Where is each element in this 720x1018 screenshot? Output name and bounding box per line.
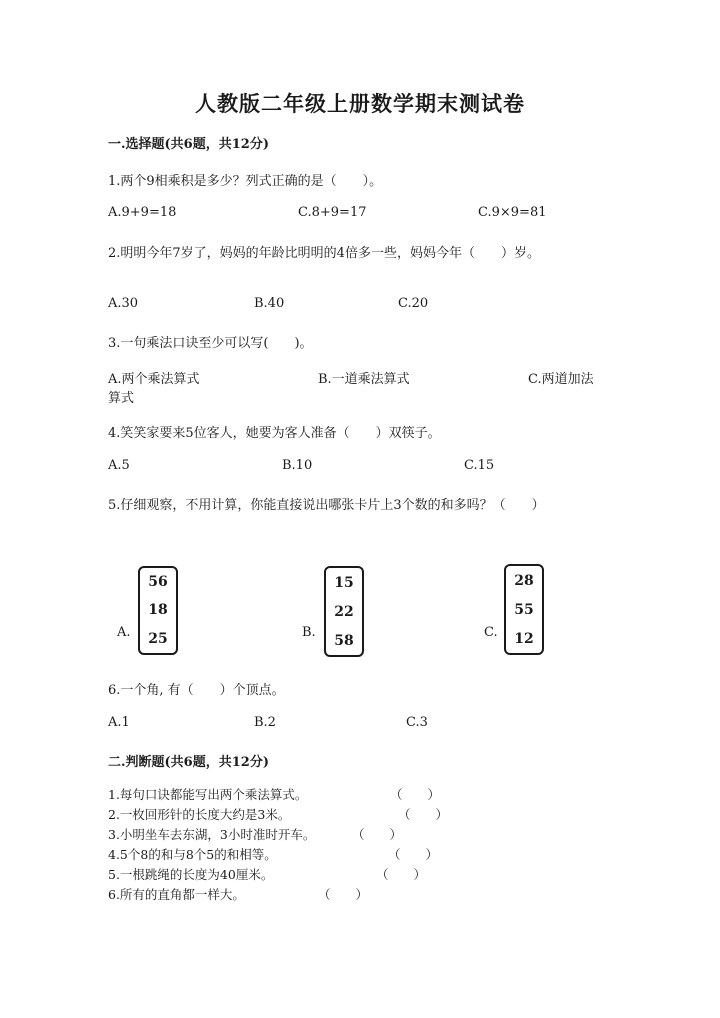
q2-option-a: A.30 [108, 296, 139, 311]
q3-option-c-line1: C.两道加法 [528, 372, 594, 387]
q4-option-b: B.10 [282, 458, 313, 473]
card-b-number-3: 58 [334, 632, 354, 649]
q3-option-b: B.一道乘法算式 [318, 372, 410, 387]
q1-option-a: A.9+9=18 [108, 205, 177, 220]
q2-option-c: C.20 [398, 296, 429, 311]
q4-option-a: A.5 [108, 458, 130, 473]
judge-item-2: 2.一枚回形针的长度大约是3米。 [108, 807, 291, 822]
question-1: 1.两个9相乘积是多少？列式正确的是（ ）。 [108, 174, 383, 189]
q2-option-b: B.40 [254, 296, 285, 311]
number-card-c [504, 564, 544, 655]
number-card-b [324, 566, 364, 657]
q6-option-c: C.3 [406, 715, 428, 730]
question-2: 2.明明今年7岁了，妈妈的年龄比明明的4倍多一些，妈妈今年（ ）岁。 [108, 246, 540, 261]
judge-bracket-6: （ ） [318, 887, 369, 902]
judge-bracket-5: （ ） [376, 867, 427, 882]
question-3: 3.一句乘法口诀至少可以写( )。 [108, 336, 313, 351]
number-card-a [138, 566, 178, 655]
card-a-number-1: 56 [148, 574, 168, 591]
card-a-number-2: 18 [148, 602, 168, 619]
card-c-number-3: 12 [514, 630, 534, 647]
q3-option-c-line2: 算式 [108, 391, 135, 406]
page-title: 人教版二年级上册数学期末测试卷 [195, 91, 525, 116]
section-heading-choice: 一.选择题(共6题，共12分) [108, 137, 269, 152]
q4-option-c: C.15 [464, 458, 495, 473]
q1-option-c: C.9×9=81 [478, 205, 547, 220]
q3-option-a: A.两个乘法算式 [108, 372, 200, 387]
judge-item-3: 3.小明坐车去东湖，3小时准时开车。 [108, 827, 316, 842]
card-c-label: C. [484, 625, 498, 640]
q6-option-a: A.1 [108, 715, 130, 730]
section-heading-judge: 二.判断题(共6题，共12分) [108, 755, 269, 770]
judge-item-6: 6.所有的直角都一样大。 [108, 887, 245, 902]
question-4: 4.笑笑家要来5位客人，她要为客人准备（ ）双筷子。 [108, 426, 441, 441]
judge-bracket-2: （ ） [398, 807, 449, 822]
judge-bracket-3: （ ） [352, 827, 403, 842]
question-6: 6.一个角, 有（ ）个顶点。 [108, 683, 285, 698]
judge-item-1: 1.每句口诀都能写出两个乘法算式。 [108, 787, 308, 802]
card-a-label: A. [117, 625, 131, 640]
card-c-number-2: 55 [514, 601, 534, 618]
card-c-number-1: 28 [514, 572, 534, 589]
q1-option-b: C.8+9=17 [298, 205, 367, 220]
judge-item-4: 4.5个8的和与8个5的和相等。 [108, 847, 277, 862]
question-5: 5.仔细观察，不用计算，你能直接说出哪张卡片上3个数的和多吗？（ ） [108, 498, 545, 513]
card-b-number-2: 22 [334, 603, 354, 620]
card-a-number-3: 25 [148, 630, 168, 647]
card-b-number-1: 15 [334, 574, 354, 591]
judge-bracket-4: （ ） [388, 847, 439, 862]
q6-option-b: B.2 [254, 715, 276, 730]
judge-bracket-1: （ ） [390, 787, 441, 802]
card-b-label: B. [302, 625, 316, 640]
judge-item-5: 5.一根跳绳的长度为40厘米。 [108, 867, 274, 882]
